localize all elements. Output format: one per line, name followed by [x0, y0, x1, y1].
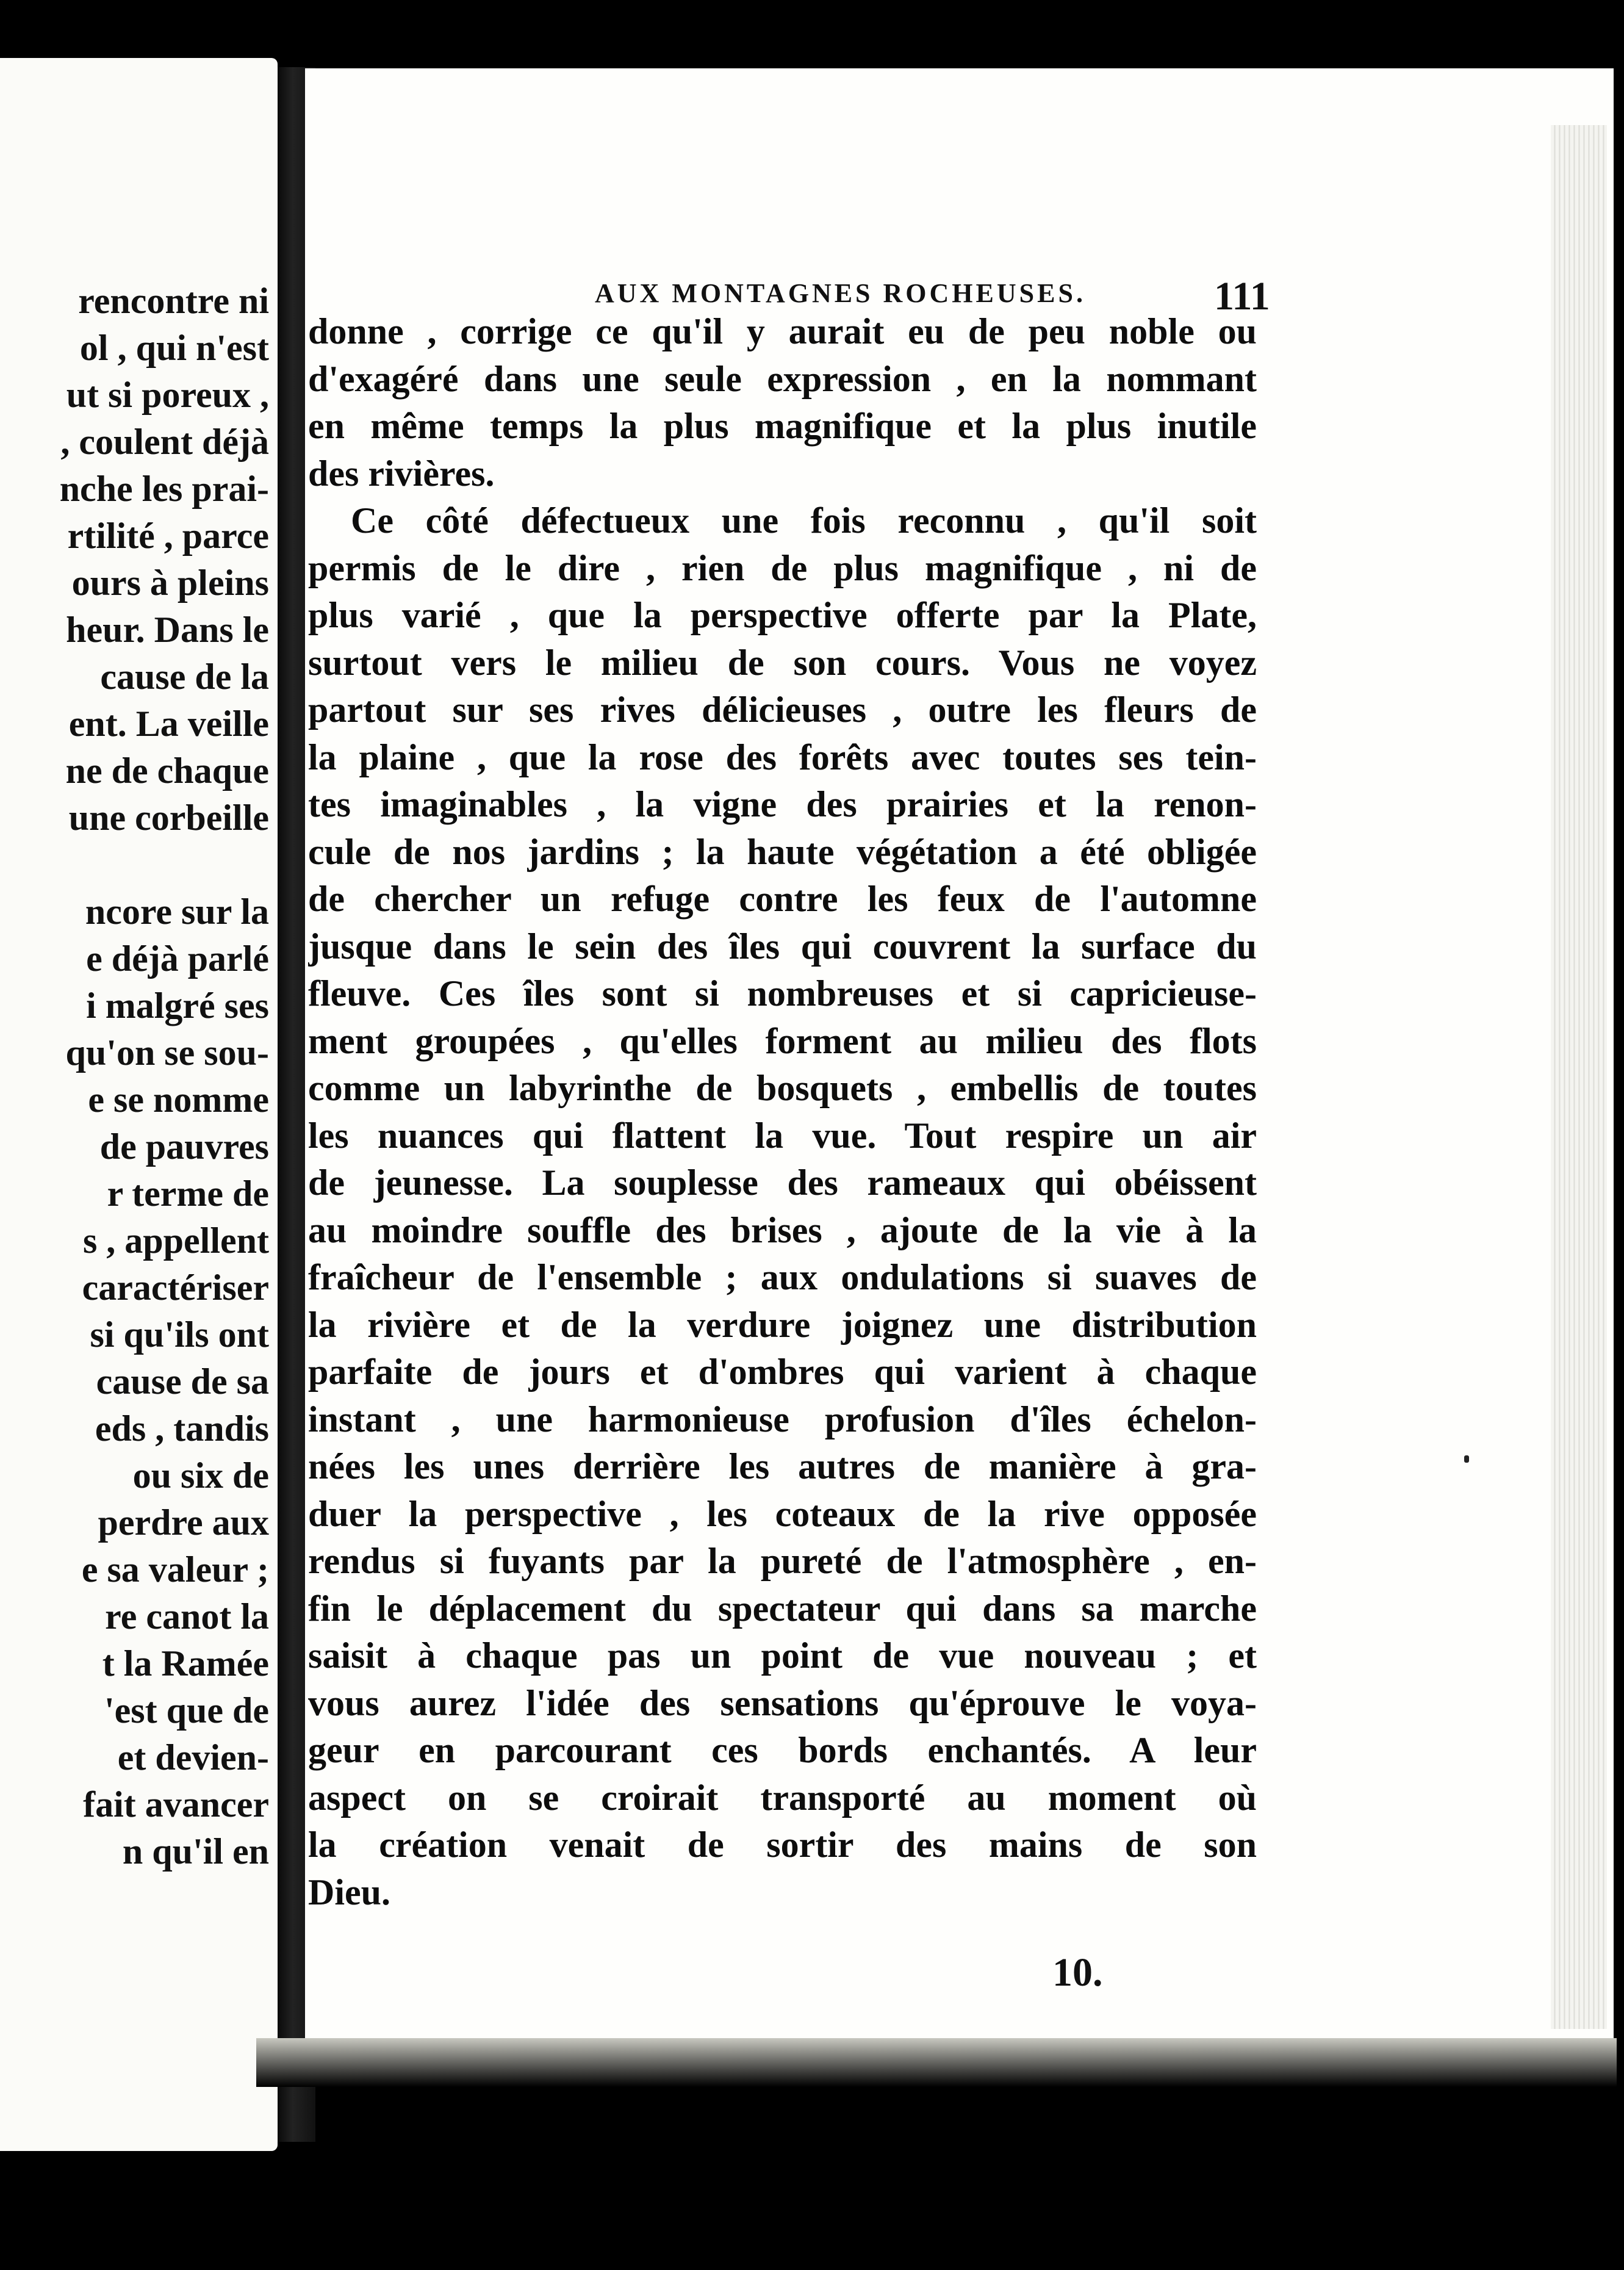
body-text [308, 308, 1257, 1916]
left-page-line: ours à pleins [71, 563, 269, 603]
left-page-line: une corbeille [68, 798, 269, 838]
left-page-line: s , appellent [82, 1220, 269, 1261]
left-page-line: qu'on se sou- [65, 1032, 269, 1073]
body-line: rendus si fuyants par la pureté de l'atmosphère , en- [308, 1541, 1257, 1581]
body-line: au moindre souffle des brises , ajoute de la vie à la [308, 1209, 1257, 1250]
left-page-line: eds , tandis [95, 1408, 269, 1449]
body-line: la rivière et de la verdure joignez une distribution [308, 1304, 1257, 1345]
body-line: en même temps la plus magnifique et la plus inutile [308, 406, 1257, 446]
left-page-line: ut si poreux , [66, 375, 269, 415]
left-page-line: caractériser [82, 1267, 269, 1308]
body-line: permis de le dire , rien de plus magnifique , ni de [308, 547, 1257, 588]
left-page-line: 'est que de [104, 1690, 269, 1731]
left-page-line: n qu'il en [122, 1831, 269, 1872]
left-page-text [0, 278, 269, 1875]
running-head: AUX MONTAGNES ROCHEUSES. [595, 278, 1086, 308]
bottom-shadow [256, 2038, 1617, 2087]
left-page-line: rtilité , parce [67, 516, 269, 556]
body-line: fraîcheur de l'ensemble ; aux ondulations si suaves de [308, 1257, 1257, 1297]
left-page-line: cause de la [100, 657, 269, 697]
body-line: d'exagéré dans une seule expression , en la nommant [308, 358, 1257, 399]
left-page-line: r terme de [107, 1173, 269, 1214]
body-line: donne , corrige ce qu'il y aurait eu de peu noble ou [308, 311, 1257, 351]
left-page-line: e déjà parlé [86, 939, 269, 979]
left-page-line: , coulent déjà [60, 422, 269, 462]
body-line: geur en parcourant ces bords enchantés. A leur [308, 1730, 1257, 1770]
body-line: les nuances qui flattent la vue. Tout respire un air [308, 1115, 1257, 1156]
body-line: surtout vers le milieu de son cours. Vous ne voyez [308, 642, 1257, 683]
left-page-line: heur. Dans le [66, 610, 269, 650]
body-line: instant , une harmonieuse profusion d'îles échelon- [308, 1399, 1257, 1439]
body-line: parfaite de jours et d'ombres qui varient à chaque [308, 1352, 1257, 1392]
left-page-line: cause de sa [96, 1361, 269, 1402]
left-page-line: et devien- [117, 1737, 269, 1778]
ink-speck [1464, 1455, 1469, 1463]
body-line: Dieu. [308, 1872, 390, 1912]
page-number: 111 [1214, 274, 1270, 319]
left-page-line: i malgré ses [86, 985, 269, 1026]
body-line: de chercher un refuge contre les feux de l'automne [308, 879, 1257, 919]
body-line: ment groupées , qu'elles forment au milieu des flots [308, 1020, 1257, 1061]
body-line: partout sur ses rives délicieuses , outre les fleurs de [308, 690, 1257, 730]
left-page-line: rencontre ni [78, 281, 269, 321]
left-page-line: fait avancer [83, 1784, 269, 1825]
left-page-line: e se nomme [88, 1079, 269, 1120]
left-page-line: ol , qui n'est [79, 328, 269, 368]
body-line: la plaine , que la rose des forêts avec toutes ses tein- [308, 737, 1257, 777]
left-page-line: ent. La veille [68, 704, 269, 744]
left-page [0, 58, 278, 2151]
left-page-line: re canot la [105, 1596, 269, 1637]
body-line: plus varié , que la perspective offerte par la Plate, [308, 595, 1257, 635]
signature-mark: 10. [1052, 1950, 1103, 1995]
body-line: Ce côté défectueux une fois reconnu , qu'il soit [351, 500, 1257, 541]
left-page-line [0, 841, 269, 888]
left-page-line: ncore sur la [85, 892, 269, 932]
body-line: aspect on se croirait transporté au moment où [308, 1777, 1257, 1818]
left-page-line: t la Ramée [102, 1643, 269, 1684]
body-line: fin le déplacement du spectateur qui dans sa marche [308, 1588, 1257, 1629]
body-line: la création venait de sortir des mains de son [308, 1825, 1257, 1865]
body-line: comme un labyrinthe de bosquets , embellis de toutes [308, 1068, 1257, 1108]
body-line: jusque dans le sein des îles qui couvrent la surface du [308, 926, 1257, 967]
left-page-line: perdre aux [98, 1502, 269, 1543]
body-line: fleuve. Ces îles sont si nombreuses et si capricieuse- [308, 973, 1257, 1014]
page-edges [1551, 125, 1607, 2029]
left-page-line: ou six de [132, 1455, 269, 1496]
left-page-line: e sa valeur ; [81, 1549, 269, 1590]
left-page-line: ne de chaque [65, 751, 269, 791]
left-page-line: de pauvres [99, 1126, 269, 1167]
body-line: de jeunesse. La souplesse des rameaux qui obéissent [308, 1162, 1257, 1203]
body-line: nées les unes derrière les autres de manière à gra- [308, 1446, 1257, 1486]
body-line: tes imaginables , la vigne des prairies et la renon- [308, 784, 1257, 824]
left-page-line: si qu'ils ont [90, 1314, 269, 1355]
body-line: duer la perspective , les coteaux de la rive opposée [308, 1493, 1257, 1534]
body-line: cule de nos jardins ; la haute végétation a été obligée [308, 831, 1257, 872]
body-line: des rivières. [308, 453, 495, 494]
body-line: vous aurez l'idée des sensations qu'éprouve le voya- [308, 1682, 1257, 1723]
body-line: saisit à chaque pas un point de vue nouveau ; et [308, 1635, 1257, 1676]
left-page-line: nche les prai- [59, 469, 269, 509]
